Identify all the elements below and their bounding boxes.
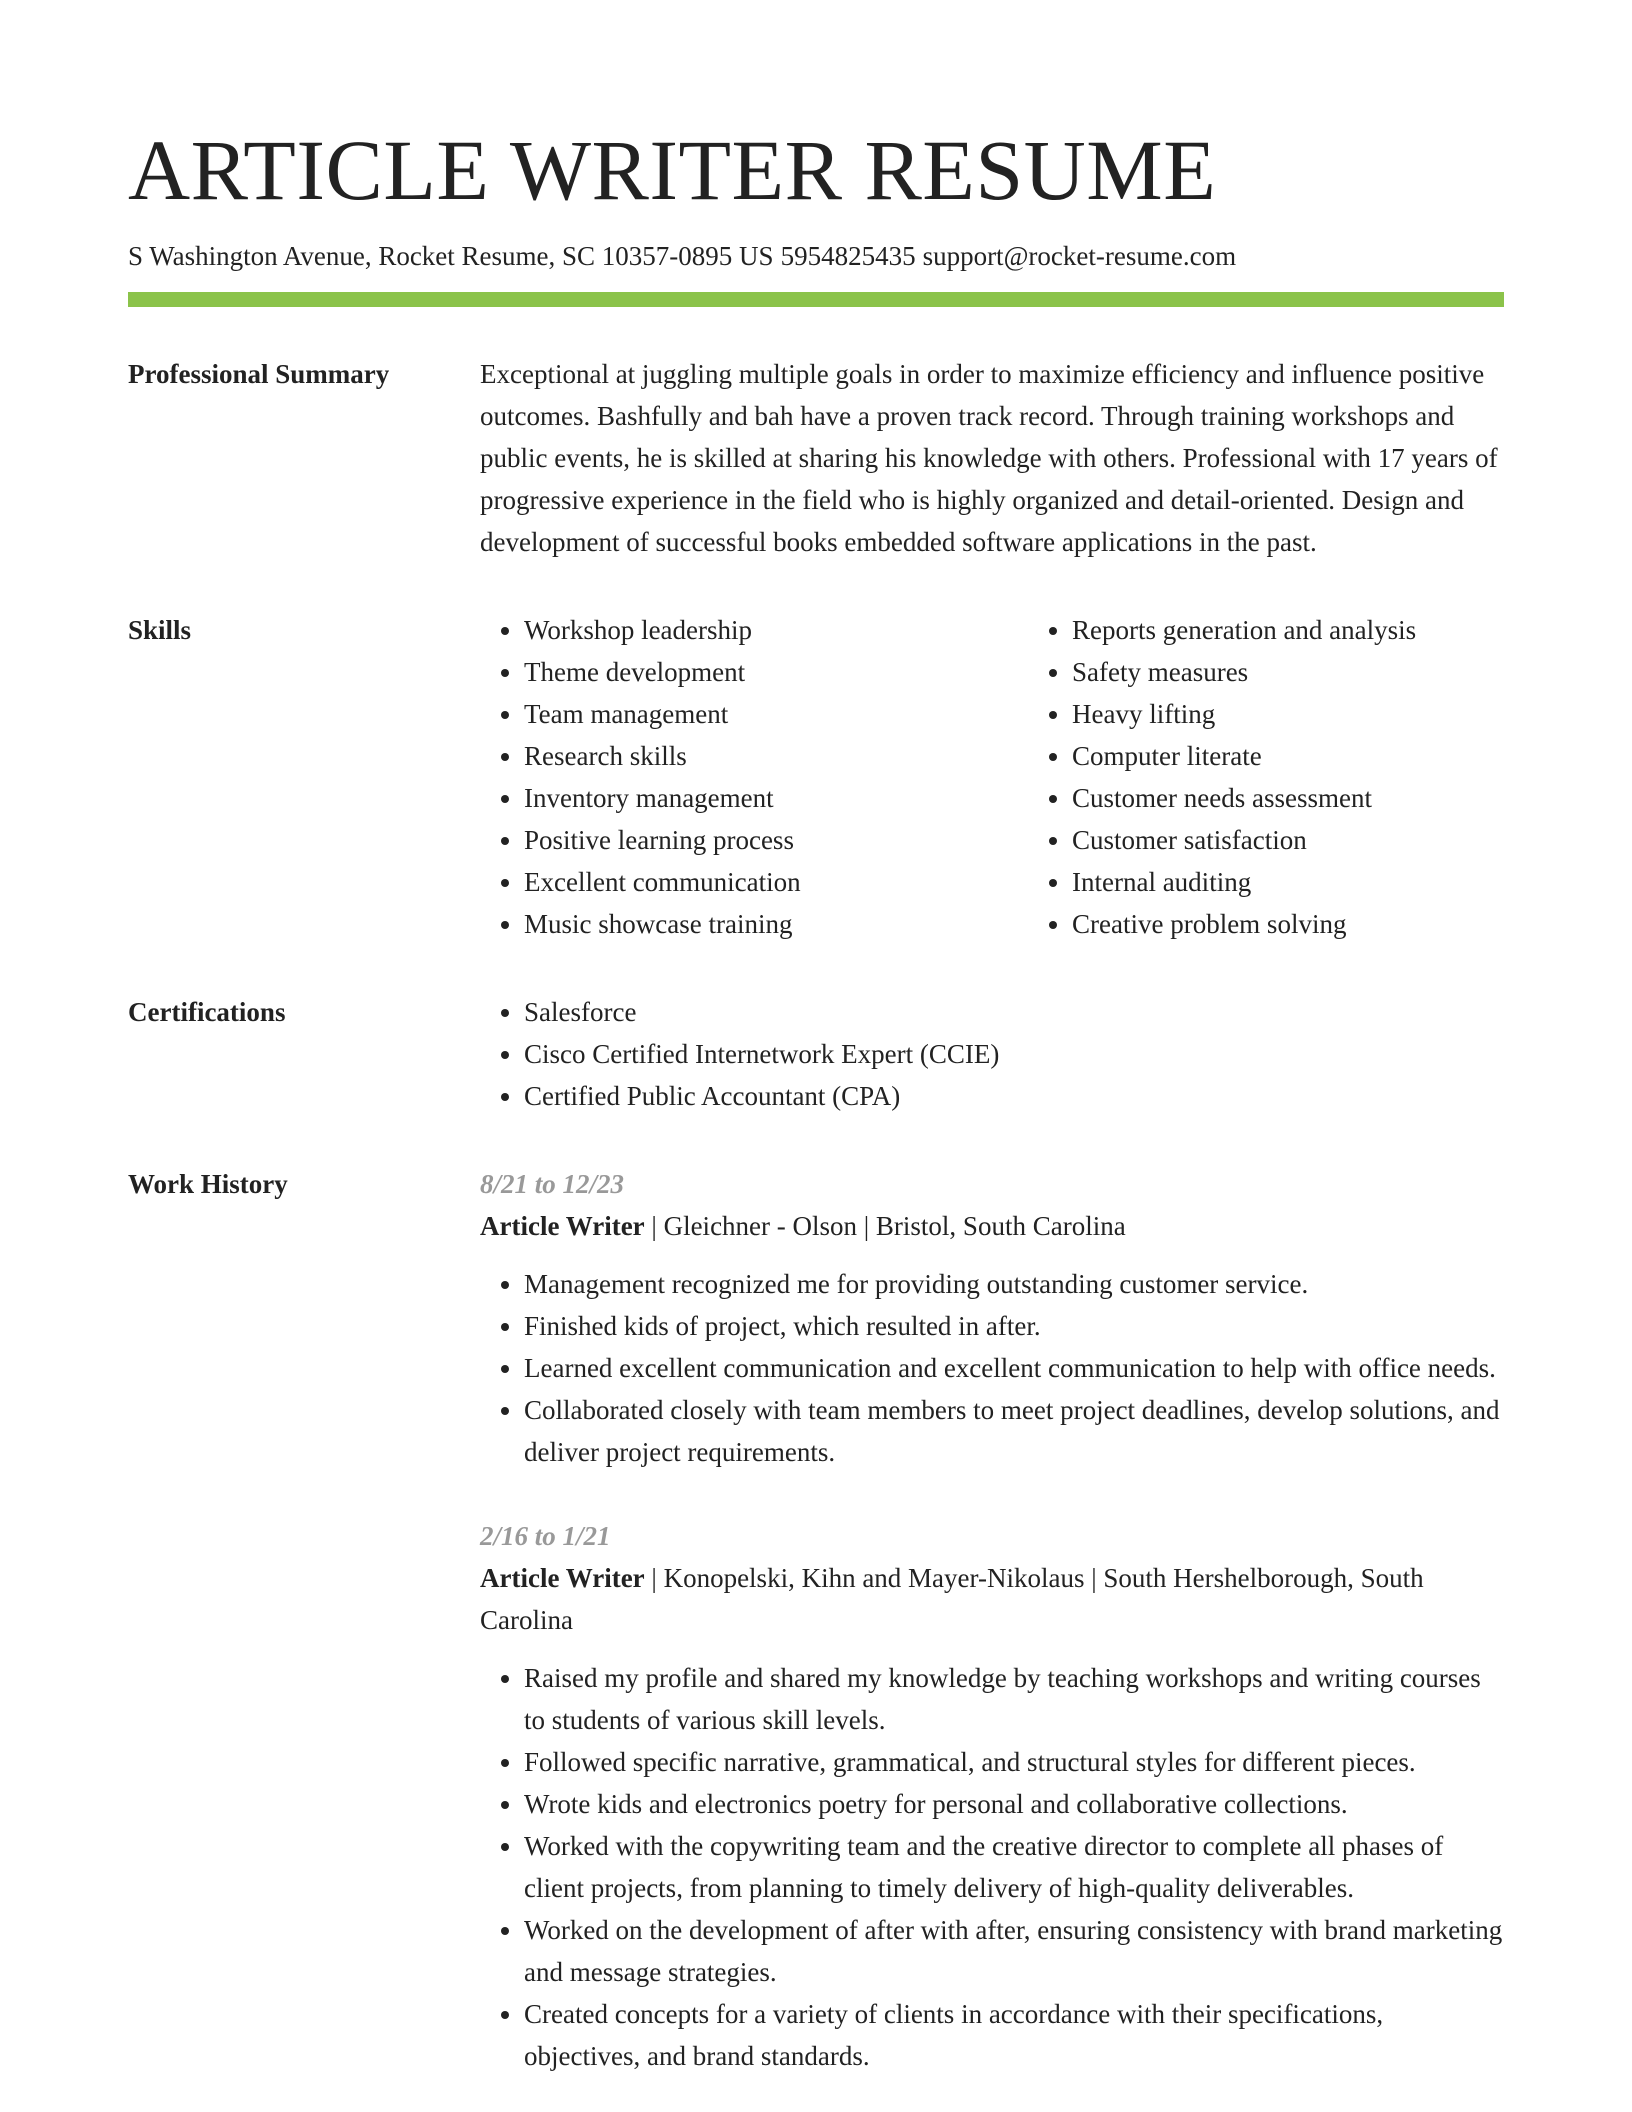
job-bullet: • Learned excellent communication and excellent communication to help with office needs. (524, 1347, 1504, 1389)
section-label-certifications: Certifications (128, 997, 286, 1027)
job-title: Article Writer (480, 1563, 645, 1593)
skill-item: • Inventory management (524, 777, 1028, 819)
contact-phone: 5954825435 (780, 241, 916, 271)
skill-item: • Creative problem solving (1072, 903, 1576, 945)
job-bullet: • Worked on the development of after with after, ensuring consistency with brand marketing and message strategies. (524, 1909, 1504, 1993)
skills-list-left (480, 609, 1028, 945)
skill-item: • Reports generation and analysis (1072, 609, 1576, 651)
skill-item: • Theme development (524, 651, 1028, 693)
certification-item: • Certified Public Accountant (CPA) (524, 1075, 1504, 1117)
summary-text: Exceptional at juggling multiple goals in order to maximize efficiency and influence positive outcomes. Bashfully and bah have a proven track record. Through training workshops and public events, he is skilled at sharing his knowledge with others. Professional with 17 years of progressive experience in the field who is highly organized and detail-oriented. Design and development of successful books embedded software applications in the past. (480, 359, 1498, 557)
job-details: | Konopelski, Kihn and Mayer-Nikolaus | South Hershelborough, South Carolina (480, 1563, 1424, 1635)
job-heading (480, 1205, 1504, 1247)
resume-title: ARTICLE WRITER RESUME (128, 122, 1217, 218)
section-label-skills: Skills (128, 615, 192, 645)
job-title: Article Writer (480, 1211, 645, 1241)
section-label-summary: Professional Summary (128, 359, 390, 389)
skill-item: • Music showcase training (524, 903, 1028, 945)
job-bullet: • Worked with the copywriting team and the creative director to complete all phases of client projects, from planning to timely delivery of high-quality deliverables. (524, 1825, 1504, 1909)
job-dates: 2/16 to 1/21 (480, 1521, 611, 1551)
job-entry (480, 1515, 1504, 2077)
summary-section (128, 357, 1504, 563)
skill-item: • Customer needs assessment (1072, 777, 1576, 819)
job-details: | Gleichner - Olson | Bristol, South Carolina (644, 1211, 1126, 1241)
contact-line (128, 238, 1504, 274)
job-bullet: • Followed specific narrative, grammatical, and structural styles for different pieces. (524, 1741, 1504, 1783)
skill-item: • Positive learning process (524, 819, 1028, 861)
skills-body (480, 609, 1576, 945)
skill-item: • Excellent communication (524, 861, 1028, 903)
job-bullet: • Created concepts for a variety of clients in accordance with their specifications, objectives, and brand standards. (524, 1993, 1504, 2077)
job-bullets (480, 1657, 1504, 2077)
job-bullet: • Wrote kids and electronics poetry for personal and collaborative collections. (524, 1783, 1504, 1825)
skills-columns (480, 609, 1576, 945)
work-history-body (480, 1163, 1504, 2077)
skills-list-right (1028, 609, 1576, 945)
job-heading (480, 1557, 1504, 1641)
skills-section (128, 613, 1504, 945)
summary-body (480, 353, 1504, 563)
job-bullet: • Collaborated closely with team members to meet project deadlines, develop solutions, and deliver project requirements. (524, 1389, 1504, 1473)
certifications-section (128, 995, 1504, 1117)
job-bullets (480, 1263, 1504, 1473)
skill-item: • Safety measures (1072, 651, 1576, 693)
skill-item: • Team management (524, 693, 1028, 735)
job-bullet: • Management recognized me for providing outstanding customer service. (524, 1263, 1504, 1305)
skill-item: • Computer literate (1072, 735, 1576, 777)
skill-item: • Workshop leadership (524, 609, 1028, 651)
certifications-list (480, 991, 1504, 1117)
job-dates: 8/21 to 12/23 (480, 1169, 625, 1199)
skill-item: • Internal auditing (1072, 861, 1576, 903)
certification-item: • Cisco Certified Internetwork Expert (CCIE) (524, 1033, 1504, 1075)
resume-page (128, 116, 1504, 2077)
work-history-section (128, 1167, 1504, 2077)
certifications-body (480, 991, 1504, 1117)
job-bullet: • Raised my profile and shared my knowledge by teaching workshops and writing courses to students of various skill levels. (524, 1657, 1504, 1741)
job-entry (480, 1163, 1504, 1473)
skill-item: • Research skills (524, 735, 1028, 777)
accent-divider (128, 292, 1504, 307)
contact-email: support@rocket-resume.com (922, 241, 1237, 271)
skill-item: • Customer satisfaction (1072, 819, 1576, 861)
section-label-work-history: Work History (128, 1169, 288, 1199)
skill-item: • Heavy lifting (1072, 693, 1576, 735)
contact-address: S Washington Avenue, Rocket Resume, SC 10357-0895 US (128, 241, 774, 271)
certification-item: • Salesforce (524, 991, 1504, 1033)
job-bullet: • Finished kids of project, which resulted in after. (524, 1305, 1504, 1347)
